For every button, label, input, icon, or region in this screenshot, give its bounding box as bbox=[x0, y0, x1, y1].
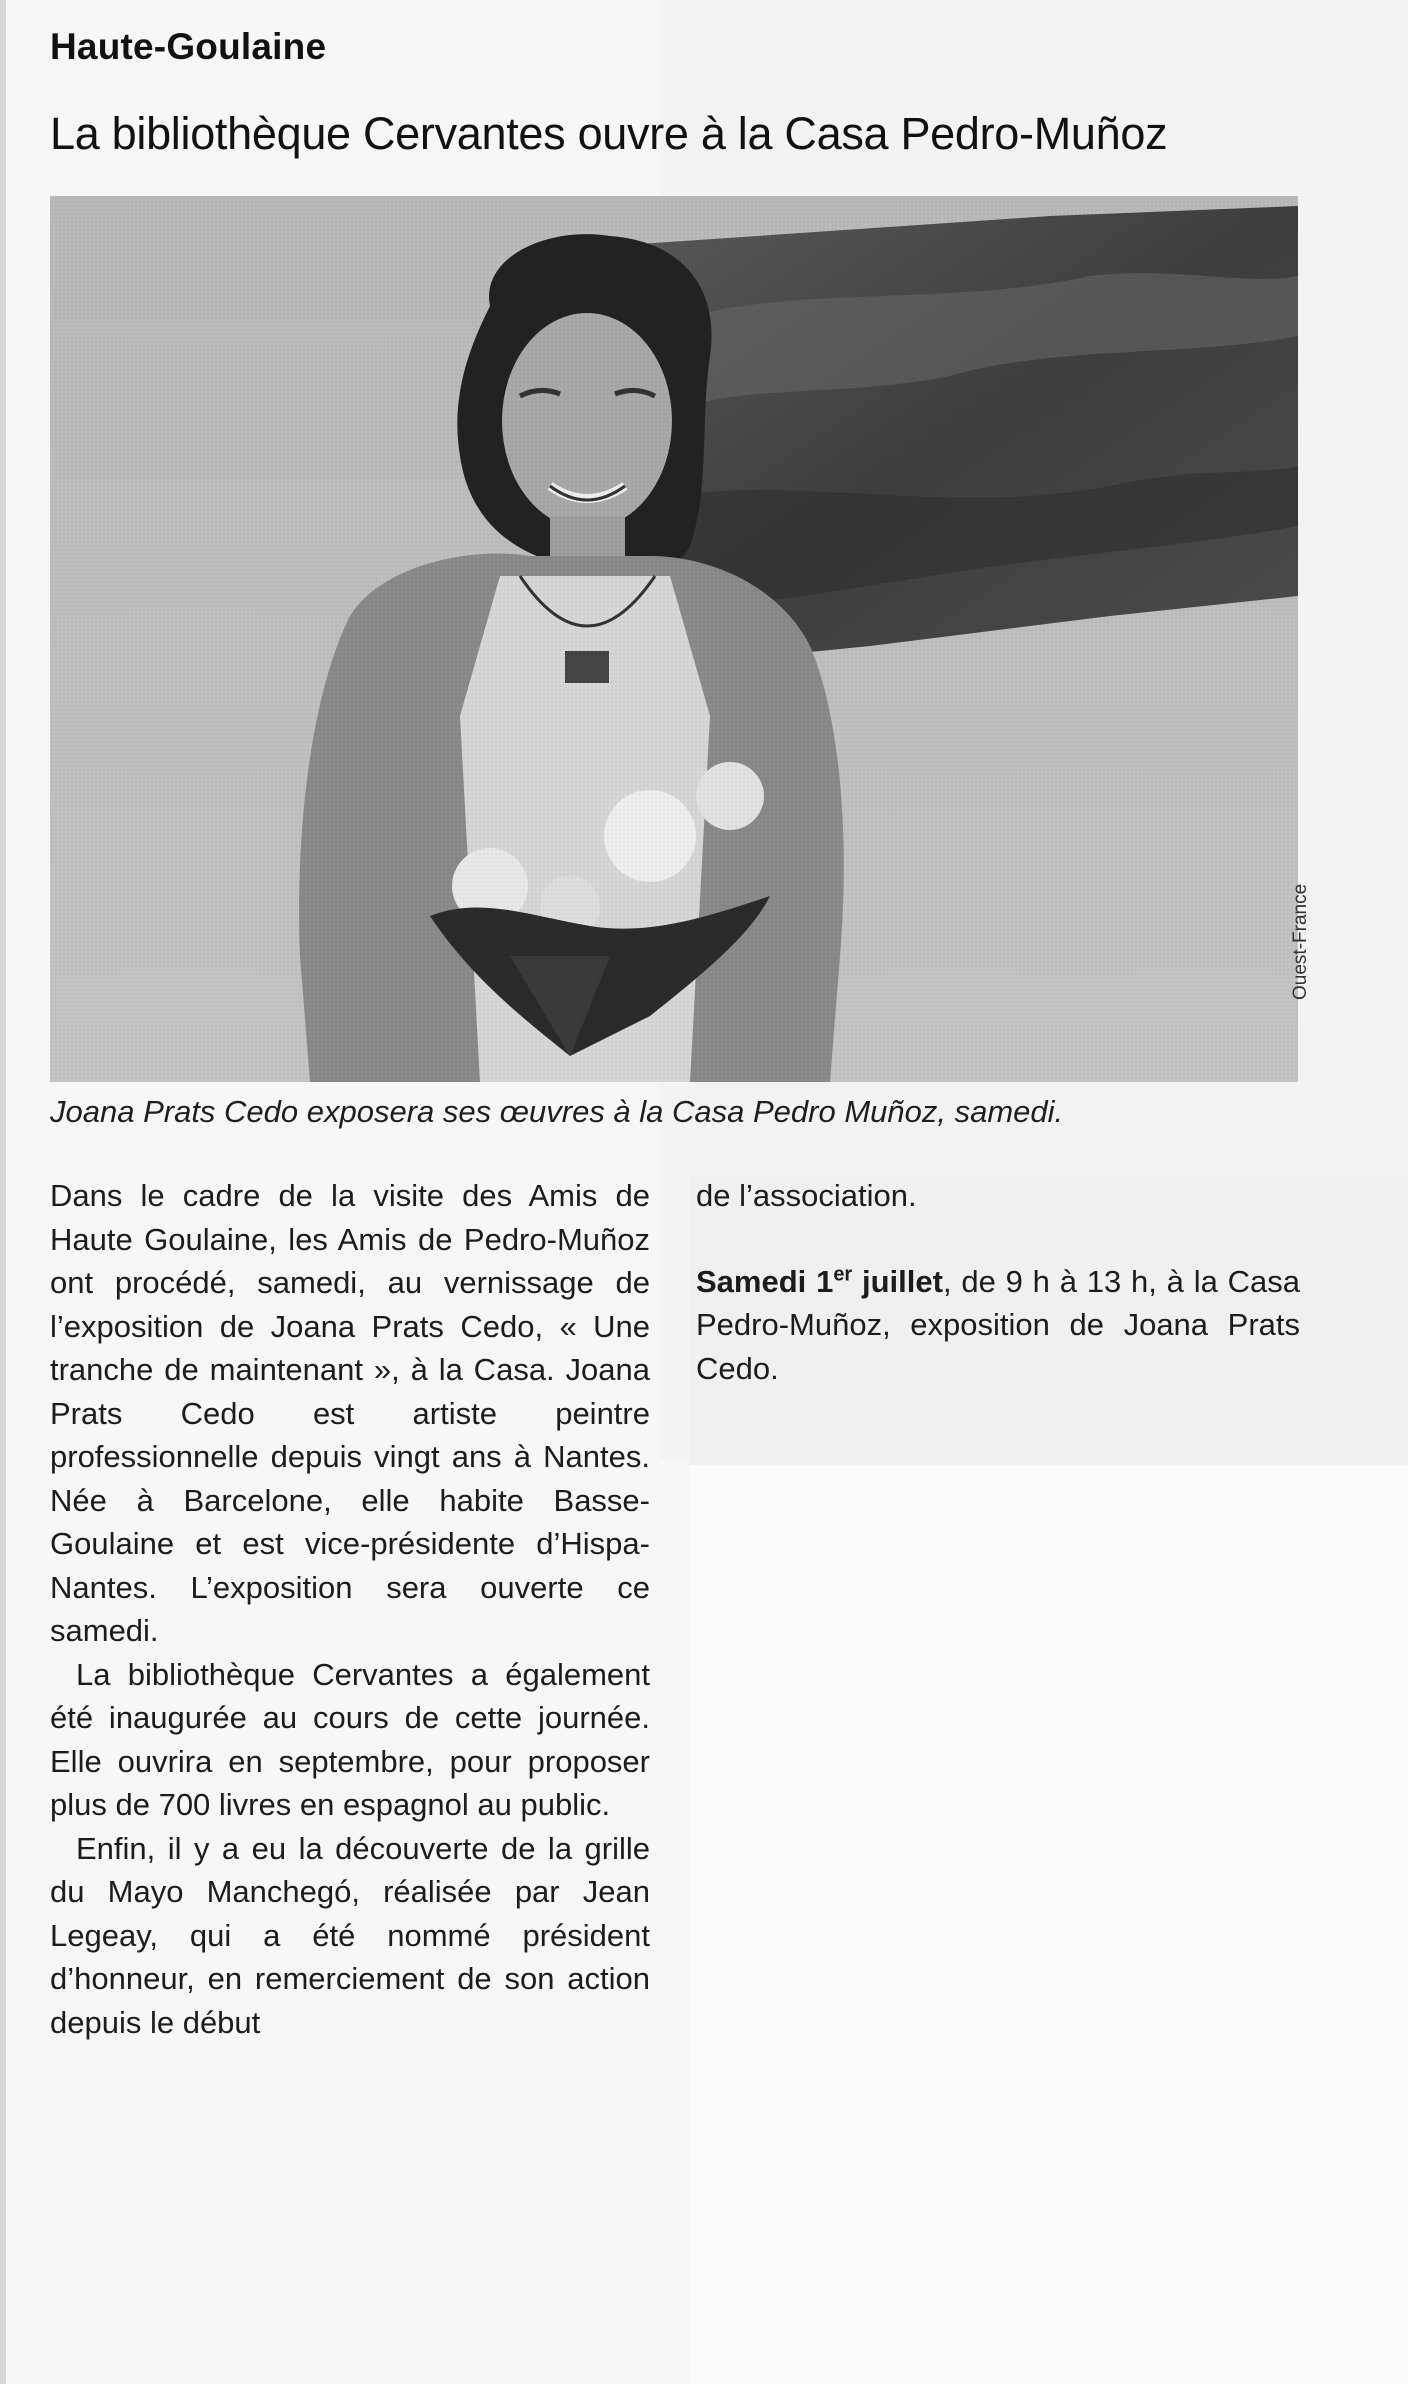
article-kicker: Haute-Goulaine bbox=[50, 26, 327, 67]
body-paragraph-1: Dans le cadre de la visite des Amis de Haute Goulaine, les Amis de Pedro-Muñoz ont procédé, samedi, au vernissage de l’exposition de Joana Prats Cedo, « Une tranche de maintenant », à la Casa. Joana Prats Cedo est artiste peintre professionnelle depuis vingt ans à Nantes. Née à Barcelone, elle habite Basse-Goulaine et est vice-présidente d’Hispa-Nantes. L’exposition sera ouverte ce samedi. bbox=[50, 1178, 650, 1648]
portrait-illustration bbox=[50, 196, 1298, 1082]
article-body-column-left bbox=[50, 1174, 650, 2044]
photo-caption: Joana Prats Cedo exposera ses œuvres à la Casa Pedro Muñoz, samedi. bbox=[50, 1094, 1064, 1129]
body-paragraph-2: La bibliothèque Cervantes a également été inaugurée au cours de cette journée. Elle ouvrira en septembre, pour proposer plus de 700 livres en espagnol au public. bbox=[50, 1656, 650, 1822]
scan-edge bbox=[0, 0, 6, 2384]
notice-date-suffix: er bbox=[833, 1263, 853, 1286]
notice-month: juillet bbox=[852, 1263, 943, 1299]
notice-details: , de 9 h à 13 h, à la Casa Pedro-Muñoz, exposition de Joana Prats Cedo. bbox=[696, 1263, 1300, 1386]
article-photo bbox=[50, 196, 1298, 1082]
event-notice bbox=[696, 1260, 1300, 1391]
photo-credit: Ouest-France bbox=[1290, 883, 1311, 1000]
body-paragraph-3: Enfin, il y a eu la découverte de la grille du Mayo Manchegó, réalisée par Jean Legeay, qui a été nommé président d’honneur, en remerciement de son action depuis le début bbox=[50, 1830, 650, 2040]
notice-date: Samedi 1 bbox=[696, 1263, 834, 1299]
article-headline: La bibliothèque Cervantes ouvre à la Casa Pedro-Muñoz bbox=[50, 108, 1168, 159]
body-paragraph-continued: de l’association. bbox=[696, 1178, 917, 1213]
article-body-column-right bbox=[696, 1174, 1300, 1390]
